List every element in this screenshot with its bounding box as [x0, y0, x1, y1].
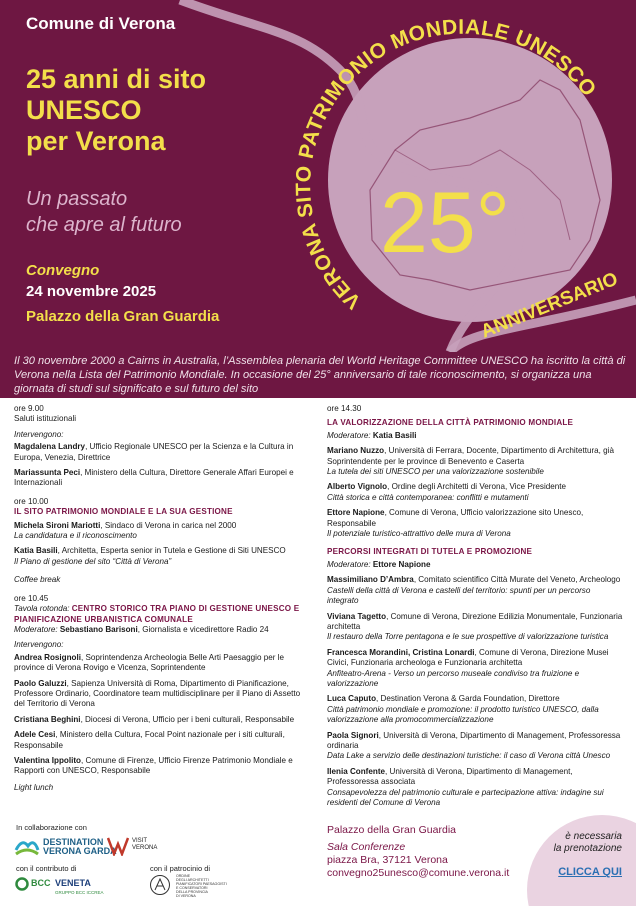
ordine-line: PIANIFICATORI PAESAGGISTI — [176, 882, 227, 886]
visit-verona-line: VERONA — [132, 845, 158, 851]
footer-venue: Palazzo della Gran Guardia — [327, 824, 456, 836]
speaker-name: Paola Signori — [327, 730, 379, 740]
speaker-entry — [14, 653, 306, 674]
subtitle-line: che apre al futuro — [26, 214, 182, 236]
speaker-name: Viviana Tagetto — [327, 611, 387, 621]
dvg-logo-line: VERONA GARDA — [43, 846, 117, 856]
moderator-label: Moderatore: — [327, 430, 373, 440]
event-venue: Palazzo della Gran Guardia — [26, 308, 220, 325]
event-title — [26, 64, 296, 157]
speaker-name: Ilenia Confente — [327, 766, 386, 776]
speaker-role: , Architetta, Esperta senior in Tutela e Gestione di Siti UNESCO — [57, 546, 286, 556]
program-right-column — [327, 404, 623, 813]
speaker-role: , Comune di Firenze, Ufficio Firenze Patrimonio Mondiale e Rapporti con UNESCO, Responsabile — [14, 755, 293, 776]
speaker-entry — [327, 612, 623, 643]
break-label: Coffee break — [14, 575, 61, 585]
speaker-name: Cristiana Beghini — [14, 714, 81, 724]
speaker-name: Mariassunta Peci — [14, 468, 81, 478]
ordine-line: DELLA PROVINCIA — [176, 890, 208, 894]
time-label: ore 10.00 — [14, 496, 49, 506]
moderator-name: Sebastiano Barisoni — [59, 624, 138, 634]
speaker-entry — [327, 648, 623, 690]
destination-verona-garda-logo-icon — [14, 836, 40, 858]
moderator-entry — [14, 625, 306, 635]
ordine-architetti-logo-icon — [149, 874, 171, 896]
speaker-name: Massimiliano D’Ambra — [327, 575, 414, 585]
speaker-entry — [327, 446, 623, 477]
speaker-entry — [14, 442, 306, 463]
speaker-name: Luca Caputo — [327, 694, 377, 704]
speaker-entry — [327, 731, 623, 762]
speaker-role: , Sapienza Università di Roma, Dipartimento di Pianificazione, Professore Ordinario, Coordinatore team multidisciplinare per il Piano di Assetto del Territorio di Verona — [14, 678, 301, 709]
booking-note — [530, 831, 622, 855]
speaker-name: Paolo Galuzzi — [14, 678, 67, 688]
ordine-line: DI VERONA — [176, 894, 196, 898]
session-opening — [14, 404, 306, 425]
bcc-group-text: GRUPPO BCC ICCREA — [55, 890, 104, 895]
ordine-line: E CONSERVATORI — [176, 886, 208, 890]
talk-title: Il restauro della Torre pentagona e le sue prospettive di valorizzazione turistica — [327, 632, 609, 642]
title-line: 25 anni di sito — [26, 64, 207, 94]
talk-title: Il Piano di gestione del sito “Città di Verona” — [14, 556, 172, 566]
booking-line: la prenotazione — [553, 843, 622, 854]
time-label: ore 14.30 — [327, 404, 362, 413]
hero-banner — [0, 0, 636, 352]
speaker-name: Michela Sironi Mariotti — [14, 520, 101, 530]
ordine-architetti-text — [176, 874, 227, 898]
speaker-entry — [327, 508, 623, 539]
speaker-role: , Ufficio Regionale UNESCO per la Scienza e la Cultura in Europa, Venezia, Direttrice — [14, 442, 294, 462]
time-label: ore 10.45 — [14, 593, 49, 603]
speaker-role: , Comitato scientifico Città Murate del Veneto, Archeologo — [413, 575, 621, 585]
roundtable-label: Tavola rotonda: — [14, 604, 72, 614]
speaker-entry — [14, 730, 306, 751]
speaker-role: , Università di Verona, Dipartimento di Management, Professoressa associata — [327, 766, 573, 787]
bcc-veneta-text: VENETA — [55, 878, 91, 888]
speaker-name: Francesca Morandini, Cristina Lonardi — [327, 647, 475, 657]
talk-title: La tutela dei siti UNESCO per una valorizzazione sostenibile — [327, 467, 544, 477]
speaker-entry — [327, 482, 623, 503]
emblem-anniversary: ANNIVERSARIO — [478, 268, 621, 343]
speaker-role: , Università di Ferrara, Docente, Dipartimento di Architettura, già Soprintendente per le province di Benevento e Caserta — [327, 446, 614, 466]
program-left-column — [14, 404, 306, 793]
speaker-name: Magdalena Landry — [14, 442, 86, 452]
roundtable-heading — [14, 604, 306, 614]
speaker-role: , Sindaco di Verona in carica nel 2000 — [100, 520, 237, 530]
talk-title: Il potenziale turistico-attrattivo delle mura di Verona — [327, 529, 511, 539]
footer-address: piazza Bra, 37121 Verona — [327, 854, 448, 866]
speaker-role: , Comune di Verona, Ufficio valorizzazione sito Unesco, Responsabile — [327, 508, 584, 528]
bcc-logo-icon — [15, 877, 29, 891]
visit-verona-line: VISIT — [132, 838, 148, 844]
section-heading: CENTRO STORICO TRA PIANO DI GESTIONE UNESCO E — [71, 604, 300, 614]
speaker-role: , Ministero della Cultura, Focal Point nazionale per i siti culturali, Responsabile — [14, 730, 285, 750]
speaker-name: Mariano Nuzzo — [327, 446, 385, 456]
speaker-entry — [14, 756, 306, 777]
booking-link[interactable]: CLICCA QUI — [558, 866, 622, 878]
moderator-role: , Giornalista e vicedirettore Radio 24 — [137, 624, 269, 634]
speaker-entry — [327, 575, 623, 606]
talk-title: Data Lake a servizio delle destinazioni turistiche: il caso di Verona città Unesco — [327, 751, 611, 761]
speaker-entry — [327, 767, 623, 809]
speakers-label: Intervengono: — [14, 429, 64, 439]
section-heading: PERCORSI INTEGRATI DI TUTELA E PROMOZIONE — [327, 547, 533, 557]
event-date: 24 novembre 2025 — [26, 283, 157, 300]
footer-room: Sala Conferenze — [327, 841, 406, 853]
visit-verona-logo-icon — [107, 836, 129, 856]
speaker-name: Valentina Ippolito — [14, 755, 82, 765]
dvg-logo-text — [43, 838, 117, 856]
speaker-entry — [14, 546, 306, 567]
speaker-name: Katia Basili — [14, 546, 58, 556]
speaker-role: , Diocesi di Verona, Ufficio per i beni culturali, Responsabile — [80, 714, 295, 724]
speaker-entry — [14, 679, 306, 710]
time-label: ore 9.00 — [14, 404, 44, 413]
moderator-name: Katia Basili — [372, 430, 417, 440]
booking-line: è necessaria — [565, 831, 622, 842]
collab-label: In collaborazione con — [16, 823, 87, 832]
moderator-entry — [327, 560, 623, 570]
talk-title: Città patrimonio mondiale e promozione: il prodotto turistico UNESCO, dalla valorizzazione alla promocommercializzazione — [327, 704, 599, 725]
speaker-role: , Comune di Verona, Direzione Musei Civici, Funzionaria archeologa e Funzionaria architetta — [327, 647, 609, 668]
talk-title: Consapevolezza del patrimonio culturale e partecipazione attiva: indagine sui residenti del Comune di Verona — [327, 787, 604, 807]
ordine-line: ORDINE — [176, 874, 190, 878]
speaker-entry — [14, 715, 306, 725]
speaker-entry — [327, 694, 623, 725]
speaker-entry — [14, 521, 306, 542]
speaker-role: , Università di Verona, Dipartimento di Management, Professoressa ordinaria — [327, 730, 621, 750]
contact-email-link[interactable]: convegno25unesco@comune.verona.it — [327, 867, 510, 879]
moderator-entry — [327, 431, 623, 441]
moderator-label: Moderatore: — [327, 559, 373, 569]
subtitle-line: Un passato — [26, 188, 128, 210]
talk-title: Castelli della città di Verona e castelli del territorio: spunti per un percorso integrato — [327, 585, 591, 606]
talk-title: La candidatura e il riconoscimento — [14, 531, 137, 541]
emblem-arc-textpath: VERONA SITO PATRIMONIO MONDIALE UNESCO — [292, 15, 601, 314]
speaker-name: Ettore Napione — [327, 508, 385, 518]
section-heading: IL SITO PATRIMONIO MONDIALE E LA SUA GESTIONE — [14, 507, 233, 517]
title-line: UNESCO — [26, 95, 142, 125]
visit-verona-text — [132, 838, 157, 852]
section-heading: LA VALORIZZAZIONE DELLA CITTÀ PATRIMONIO MONDIALE — [327, 418, 574, 428]
intro-band — [0, 352, 636, 398]
break-label: Light lunch — [14, 782, 54, 792]
speaker-role: , Ministero della Cultura, Direttore Generale Affari Europei e Internazionali — [14, 468, 294, 488]
patrocinio-label: con il patrocinio di — [150, 864, 211, 873]
speaker-name: Andrea Rosignoli — [14, 652, 82, 662]
contributo-label: con il contributo di — [16, 864, 77, 873]
speaker-role: , Soprintendenza Archeologia Belle Arti Paesaggio per le province di Verona Rovigo e Vicenza, Soprintendente — [14, 652, 284, 673]
bcc-text: BCC — [31, 878, 51, 888]
intro-text: Il 30 novembre 2000 a Cairns in Australia, l’Assemblea plenaria del World Heritage Committee UNESCO ha iscritto la città di Verona nella Lista del Patrimonio Mondiale. In occasione del 25° anniversario di tale riconoscimento, si organizza una giornata di studi sul significato e sul futuro del sito — [14, 355, 626, 396]
talk-title: Città storica e città contemporanea: conflitti e mutamenti — [327, 492, 529, 502]
moderator-name: Ettore Napione — [372, 559, 431, 569]
speaker-entry — [14, 468, 306, 489]
dvg-logo-line: DESTINATION — [43, 837, 104, 847]
speaker-role: , Ordine degli Architetti di Verona, Vice Presidente — [387, 482, 567, 492]
ordine-line: DEGLI ARCHITETTI — [176, 878, 209, 882]
title-line: per Verona — [26, 126, 166, 156]
organizer-name: Comune di Verona — [26, 14, 176, 33]
speaker-role: , Comune di Verona, Direzione Edilizia Monumentale, Funzionaria architetta — [327, 611, 623, 631]
section-heading: PIANIFICAZIONE URBANISTICA COMUNALE — [14, 614, 193, 624]
speaker-name: Adele Cesi — [14, 730, 56, 740]
session-text: Saluti istituzionali — [14, 414, 77, 424]
speaker-name: Alberto Vignolo — [327, 482, 388, 492]
event-subtitle — [26, 186, 286, 238]
speaker-role: , Destination Verona & Garda Foundation, Direttore — [376, 694, 560, 704]
speakers-label: Intervengono: — [14, 640, 64, 650]
emblem-number: 25° — [380, 175, 511, 271]
talk-title: Anfiteatro-Arena - Verso un percorso museale condiviso tra fruizione e valorizzazione — [327, 668, 580, 688]
moderator-label: Moderatore: — [14, 624, 60, 634]
event-type: Convegno — [26, 262, 100, 279]
